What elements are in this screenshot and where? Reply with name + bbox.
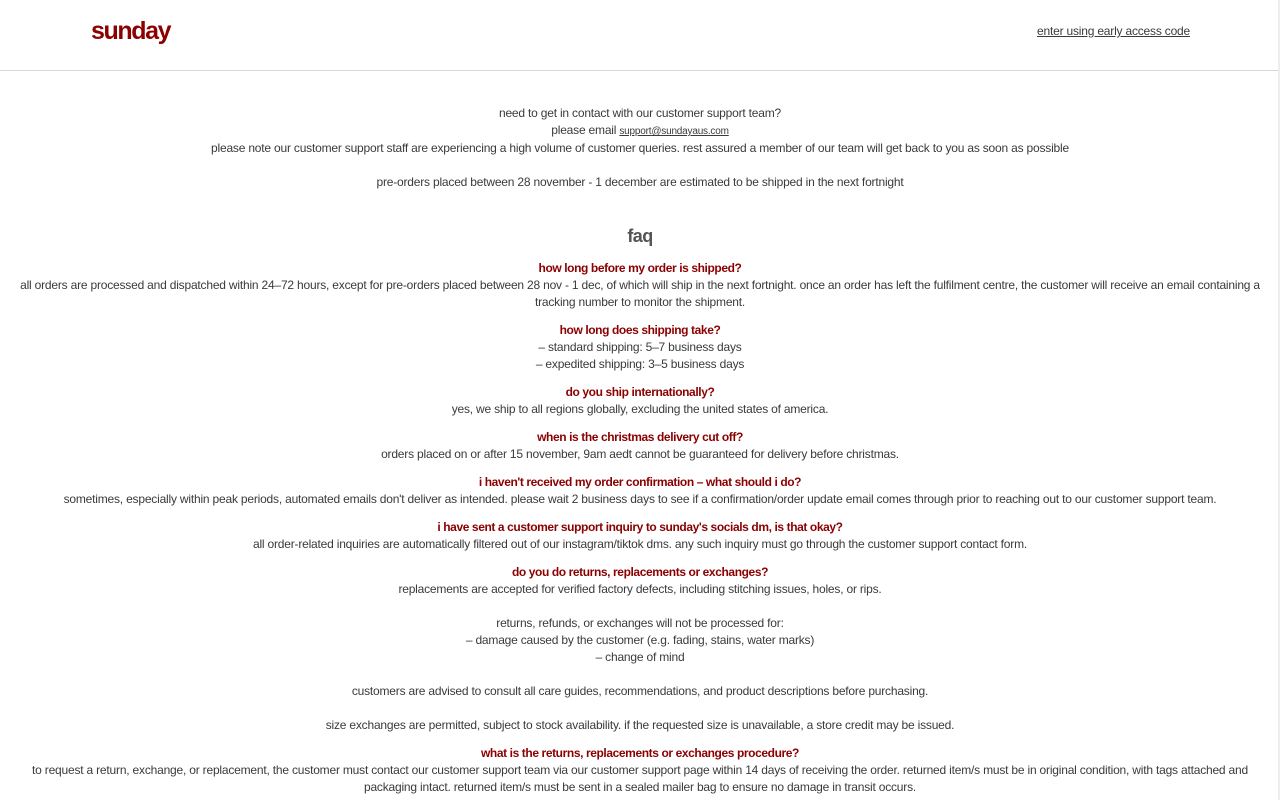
faq-heading: faq [627,226,653,246]
faq-question: when is the christmas delivery cut off? [537,430,743,444]
faq-answer-line [20,700,1260,717]
faq-answer-line: orders placed on or after 15 november, 9am aedt cannot be guaranteed for delivery before christmas. [381,447,899,461]
site-header [0,0,1280,71]
faq-answer-line: all order-related inquiries are automatically filtered out of our instagram/tiktok dms. any such inquiry must go through the customer support contact form. [252,537,1028,551]
faq-answer-line: returns, refunds, or exchanges will not be processed for: [496,616,784,630]
support-email-link[interactable]: support@sundayaus.com [619,126,729,137]
faq-item [20,519,1260,553]
faq-question: i have sent a customer support inquiry to sunday's socials dm, is that okay? [437,520,843,534]
faq-answer-line: all orders are processed and dispatched within 24–72 hours, except for pre-orders placed between 28 nov - 1 dec, of which will ship in the next fortnight. once an order has left the fulfilment centre, the customer will receive an email containing a tracking number to monitor the shipment. [20,278,1260,309]
faq-answer-line: – expedited shipping: 3–5 business days [535,357,745,371]
faq-item [20,474,1260,508]
faq-question: i haven't received my order confirmation – what should i do? [478,475,802,489]
faq-item [20,322,1260,373]
faq-question: how long does shipping take? [559,323,721,337]
faq-answer-line: – standard shipping: 5–7 business days [538,340,742,354]
faq-item [20,384,1260,418]
early-access-link[interactable]: enter using early access code [1037,24,1190,38]
faq-question: do you do returns, replacements or exchanges? [511,565,769,579]
preorder-notice: pre-orders placed between 28 november - 1 december are estimated to be shipped in the next fortnight [376,175,904,189]
faq-question: how long before my order is shipped? [538,261,742,275]
logo[interactable]: sunday [91,17,171,45]
faq-item [20,745,1260,796]
faq-question: what is the returns, replacements or exchanges procedure? [481,746,799,760]
faq-list [20,260,1260,796]
faq-answer-line: – change of mind [595,650,685,664]
faq-answer-line: replacements are accepted for verified factory defects, including stitching issues, holes, or rips. [398,582,882,596]
faq-item [20,564,1260,734]
high-volume-notice: please note our customer support staff are experiencing a high volume of customer queries. rest assured a member of our team will get back to you as soon as possible [211,141,1069,155]
faq-answer-line [20,666,1260,683]
faq-answer-line: sometimes, especially within peak periods, automated emails don't deliver as intended. please wait 2 business days to see if a confirmation/order update email comes through prior to reaching out to our customer support team. [63,492,1217,506]
email-prefix: please email [551,123,620,137]
faq-answer-line [20,598,1260,615]
faq-item [20,260,1260,311]
faq-item [20,429,1260,463]
faq-answer-line: customers are advised to consult all care guides, recommendations, and product descriptions before purchasing. [351,684,929,698]
faq-answer-line: to request a return, exchange, or replacement, the customer must contact our customer support team via our customer support page within 14 days of receiving the order. returned item/s must be in original condition, with tags attached and packaging intact. returned item/s must be sent in a sealed mailer bag to ensure no damage in transit occurs. [32,763,1248,794]
faq-question: do you ship internationally? [565,385,715,399]
support-email-line [20,122,1260,140]
main-content [20,105,1260,807]
faq-answer-line: – damage caused by the customer (e.g. fading, stains, water marks) [465,633,815,647]
faq-answer-line: yes, we ship to all regions globally, excluding the united states of america. [451,402,829,416]
support-contact-text: need to get in contact with our customer support team? [498,106,782,120]
faq-answer-line: size exchanges are permitted, subject to stock availability. if the requested size is unavailable, a store credit may be issued. [325,718,955,732]
